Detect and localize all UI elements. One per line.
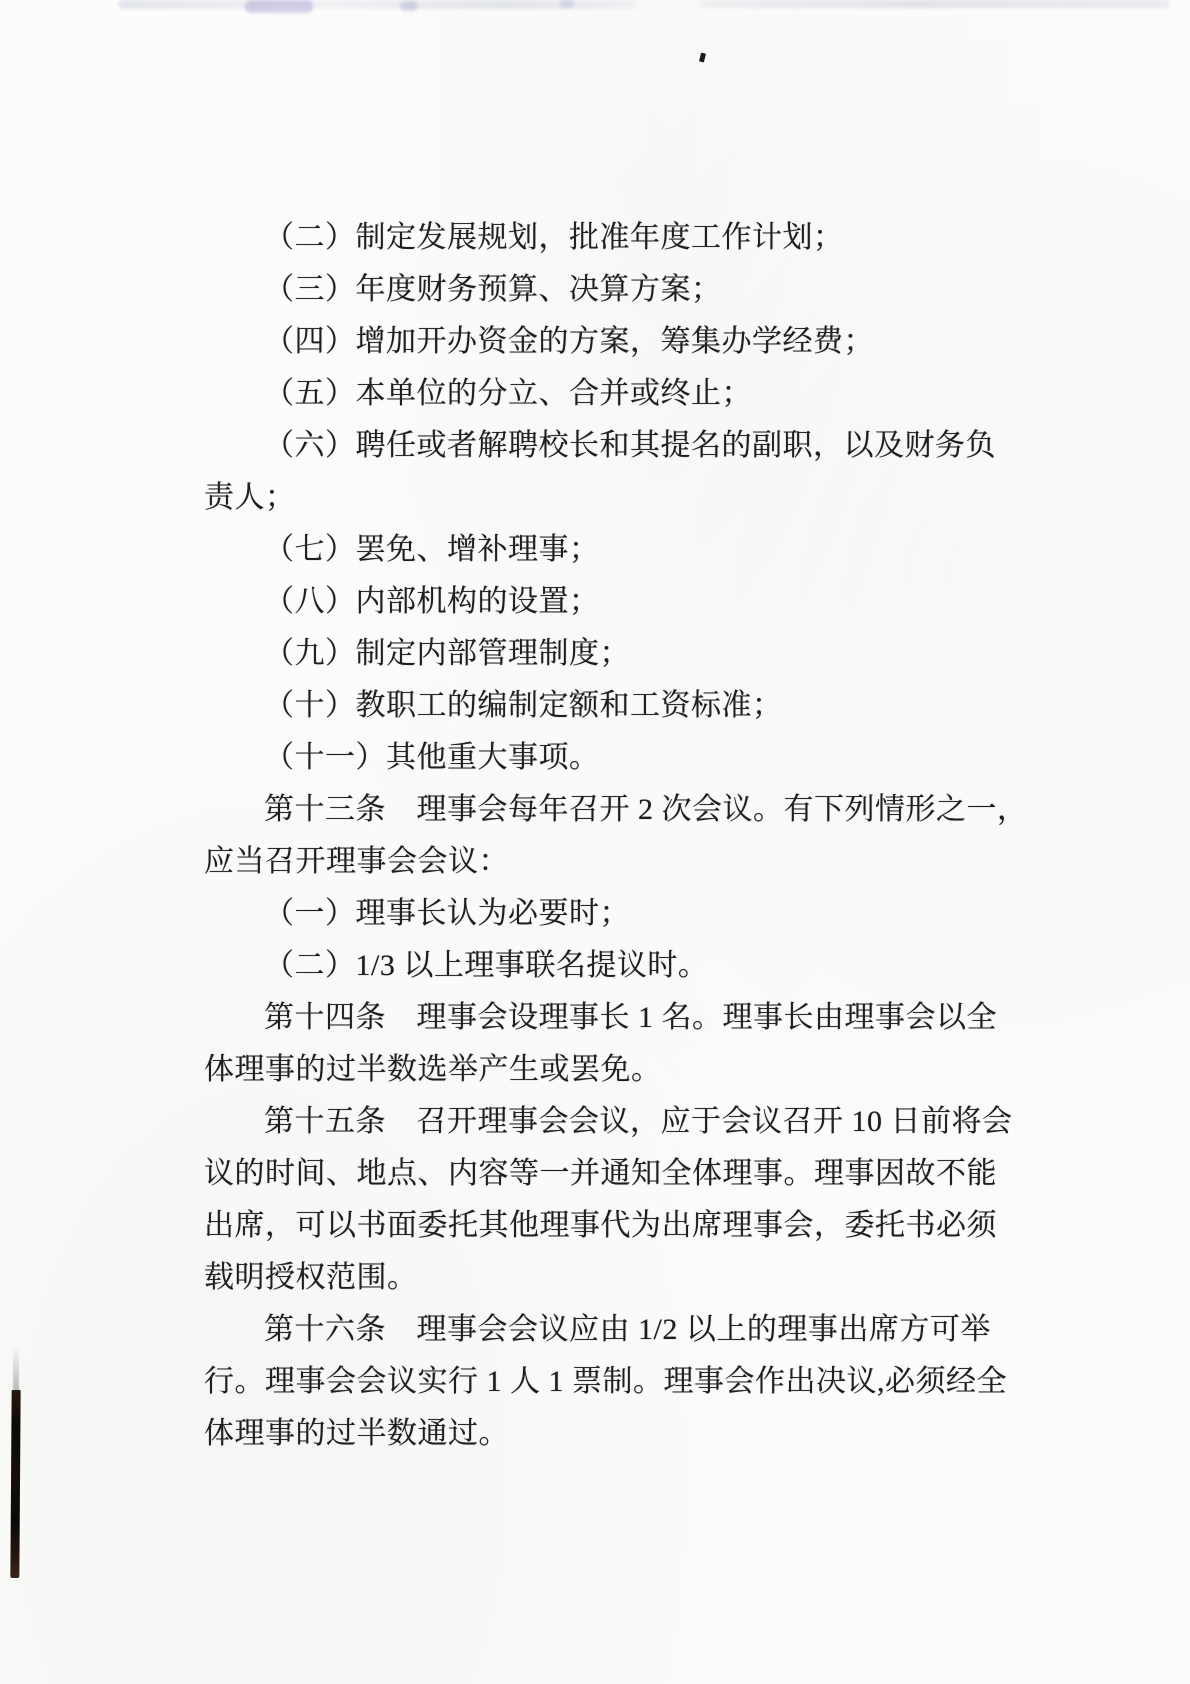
text-line: （一）理事长认为必要时； <box>264 897 630 930</box>
text-line: （八）内部机构的设置； <box>264 585 600 618</box>
text-line: 责人； <box>204 481 296 514</box>
document-body <box>204 212 1028 1460</box>
scan-edge-artifact <box>10 1390 20 1578</box>
scan-smudge-band <box>118 0 638 9</box>
text-line: 出席，可以书面委托其他理事代为出席理事会，委托书必须 <box>204 1209 997 1242</box>
text-line: （十）教职工的编制定额和工资标准； <box>264 689 783 722</box>
text-line: 行。理事会会议实行 1 人 1 票制。理事会作出决议,必须经全 <box>204 1365 1007 1398</box>
scan-smudge-dot <box>400 1 418 11</box>
text-line: （九）制定内部管理制度； <box>264 637 630 670</box>
scan-smudge-band <box>700 0 1170 8</box>
text-line: （六）聘任或者解聘校长和其提名的副职，以及财务负 <box>264 429 996 462</box>
scan-smudge-dot <box>560 0 574 8</box>
text-line: （十一）其他重大事项。 <box>264 741 600 774</box>
text-line: 体理事的过半数通过。 <box>204 1417 509 1450</box>
text-line: （二）1/3 以上理事联名提议时。 <box>264 949 709 982</box>
scan-smudge-patch <box>245 0 313 13</box>
text-line: 议的时间、地点、内容等一并通知全体理事。理事因故不能 <box>204 1157 997 1190</box>
ink-speck <box>699 53 706 63</box>
text-line: （七）罢免、增补理事； <box>264 533 600 566</box>
text-line: 载明授权范围。 <box>204 1261 418 1294</box>
text-line: 第十三条 理事会每年召开 2 次会议。有下列情形之一， <box>264 793 1028 826</box>
text-line: 第十五条 召开理事会会议，应于会议召开 10 日前将会 <box>264 1105 1013 1138</box>
scan-edge-artifact-fade <box>13 1346 19 1392</box>
text-line: 体理事的过半数选举产生或罢免。 <box>204 1053 662 1086</box>
text-line: 第十四条 理事会设理事长 1 名。理事长由理事会以全 <box>264 1001 997 1034</box>
text-line: 应当召开理事会会议： <box>204 845 509 878</box>
text-line: （四）增加开办资金的方案，筹集办学经费； <box>264 325 874 358</box>
text-line: （二）制定发展规划，批准年度工作计划； <box>264 221 844 254</box>
text-line: （五）本单位的分立、合并或终止； <box>264 377 752 410</box>
text-line: 第十六条 理事会会议应由 1/2 以上的理事出席方可举 <box>264 1313 991 1346</box>
text-line: （三）年度财务预算、决算方案； <box>264 273 722 306</box>
